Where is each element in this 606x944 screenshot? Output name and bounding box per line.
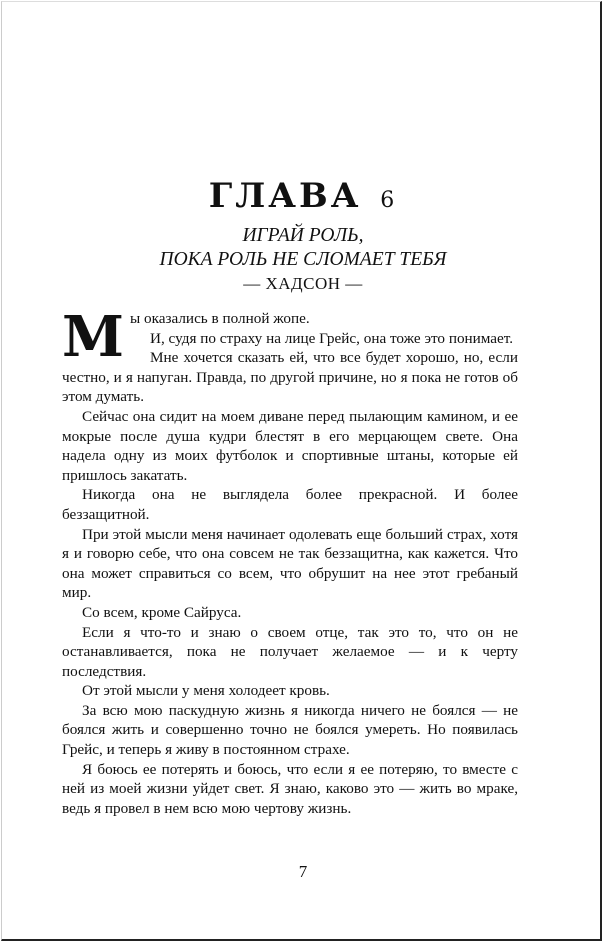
chapter-label: ГЛАВА (208, 176, 362, 216)
paragraph: За всю мою паскудную жизнь я никогда ничего не боялся — не боялся жить и совершенно точно не боялся умереть. Но появилась Грейс, и теперь я живу в постоянном страхе. (62, 701, 518, 759)
chapter-title (0, 224, 606, 272)
body-text (62, 304, 518, 818)
paragraph-1-text: ы оказались в полной жопе. (130, 310, 310, 327)
paragraph: Мне хочется сказать ей, что все будет хорошо, но, если честно, и я напуган. Правда, по другой причине, но я пока не готов об этом думать. (62, 349, 518, 406)
paragraph: И, судя по страху на лице Грейс, она тоже это понимает. (150, 329, 514, 347)
drop-cap: М (62, 304, 124, 370)
chapter-title-line-2: ПОКА РОЛЬ НЕ СЛОМАЕТ ТЕБЯ (159, 249, 447, 270)
chapter-number: 6 (380, 188, 398, 213)
paragraph: От этой мысли у меня холодеет кровь. (82, 682, 330, 700)
page-number: 7 (298, 862, 308, 881)
narrator-label: — ХАДСОН — (243, 274, 363, 293)
paragraph: Никогда она не выглядела более прекрасной. И более беззащитной. (62, 486, 518, 523)
paragraph: Сейчас она сидит на моем диване перед пылающим камином, и ее мокрые после душа кудри блестят в его мерцающем свете. Она надела одну из моих футболок и спортивные штаны, которые ей пришлось закатать. (62, 407, 518, 484)
paragraph: Со всем, кроме Сайруса. (82, 603, 242, 621)
chapter-heading (0, 176, 606, 221)
paragraph: Я боюсь ее потерять и боюсь, что если я ее потеряю, то вместе с ней из моей жизни уйдет свет. Я знаю, каково это — жить во мраке, ведь я провел в нем всю мою чертову жизнь. (62, 760, 518, 817)
paragraph: При этой мысли меня начинает одолевать еще больший страх, хотя я и говорю себе, что она совсем не так беззащитна, как кажется. Что она может справиться со всем, что обрушит на нее этот гребаный мир. (62, 525, 518, 602)
chapter-title-line-1: ИГРАЙ РОЛЬ, (242, 225, 364, 246)
paragraph: Если я что-то и знаю о своем отце, так это то, что он не останавливается, пока не получает желаемое — и к черту последствия. (62, 623, 518, 680)
